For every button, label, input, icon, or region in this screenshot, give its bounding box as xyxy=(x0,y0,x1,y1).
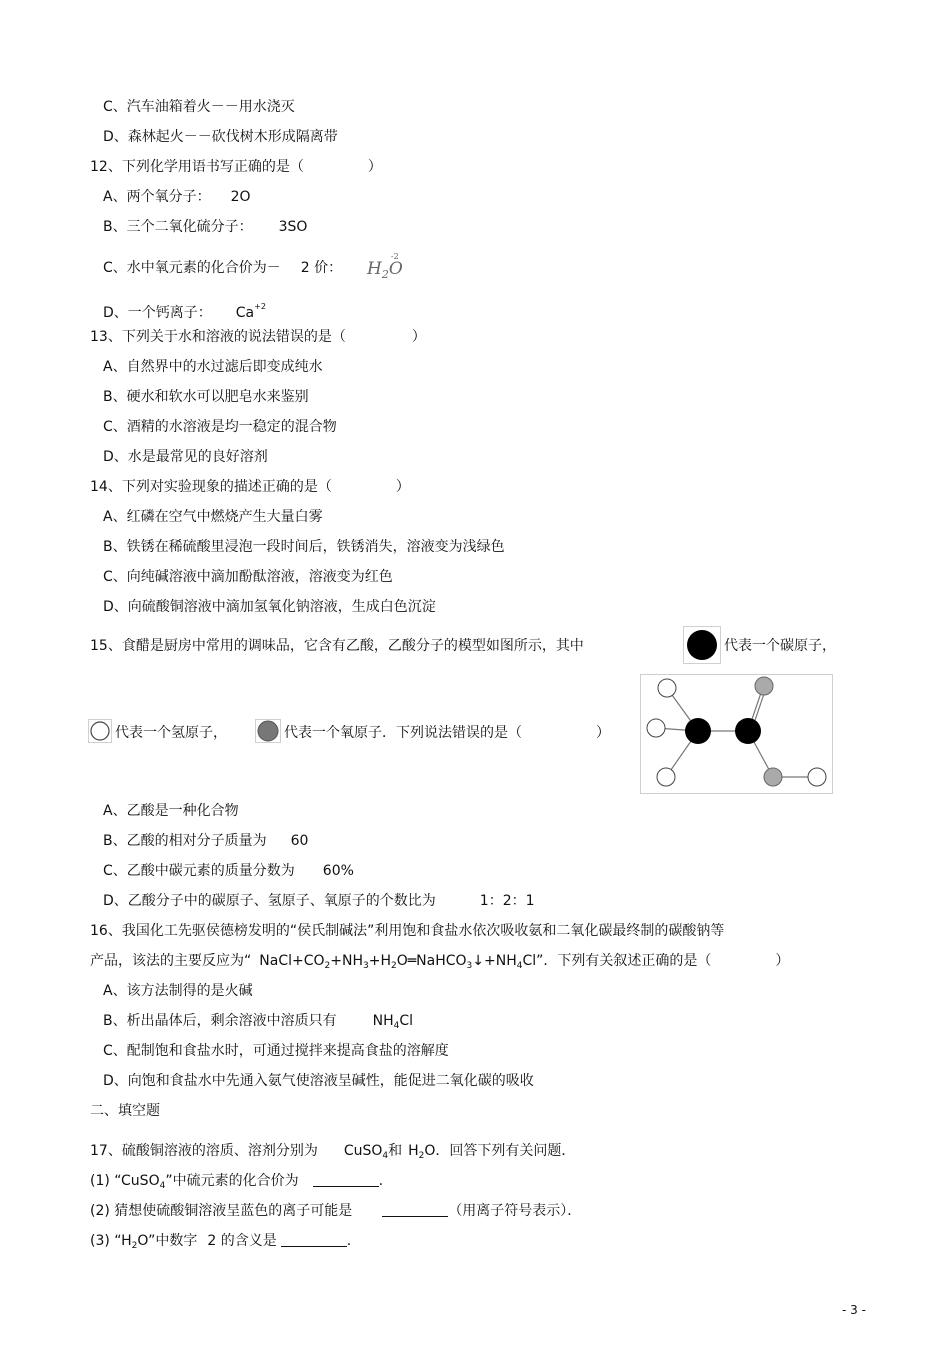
carbon-legend-text: 代表一个碳原子， xyxy=(724,638,836,654)
question-13 xyxy=(90,327,426,347)
paren-close: ） xyxy=(411,329,426,345)
answer-blank[interactable] xyxy=(313,1172,379,1187)
question-15: 15、食醋是厨房中常用的调味品，它含有乙酸，乙酸分子的模型如图所示，其中 xyxy=(90,638,584,654)
question-text: 13、下列关于水和溶液的说法错误的是（ xyxy=(90,329,346,345)
acetic-acid-molecule-diagram xyxy=(640,674,833,794)
question-16: 16、我国化工先驱侯德榜发明的“侯氏制碱法”利用饱和食盐水依次吸收氨和二氧化碳最终制的碳酸钠等 xyxy=(90,923,725,939)
answer-blank[interactable] xyxy=(281,1232,347,1247)
option-line: C、汽车油箱着火－－用水浇灭 xyxy=(103,99,295,115)
option-text: D、一个钙离子： xyxy=(103,305,212,321)
question-12 xyxy=(90,157,382,177)
option-line xyxy=(103,861,354,881)
question-text: 代表一个氧原子．下列说法错误的是（ ） xyxy=(284,725,610,741)
sub-question-3: (3) “$H_2O$”中数字 2 的含义是 . xyxy=(90,1233,352,1251)
question-16-line-2: 产品，该法的主要反应为“ $NaCl+CO_2+NH_3+H_2O═NaHCO_3↓+NH_4Cl$”．下列有关叙述正确的是（ ） xyxy=(90,953,790,971)
option-value: 60% xyxy=(322,863,354,879)
paren-close: ） xyxy=(596,725,610,741)
option-value: 1：2：1 xyxy=(479,893,535,909)
question-text: 14、下列对实验现象的描述正确的是（ xyxy=(90,479,332,495)
reaction-equation: $NaCl+CO_2+NH_3+H_2O═NaHCO_3↓+NH_4Cl$ xyxy=(259,953,537,971)
option-line: B、硬水和软水可以肥皂水来鉴别 xyxy=(103,389,309,405)
option-line: A、乙酸是一种化合物 xyxy=(103,803,239,819)
paren-close: ） xyxy=(775,953,790,969)
question-14 xyxy=(90,477,410,497)
option-line xyxy=(103,252,403,283)
sub-question-1: (1) “CuSO$_4$”中硫元素的化合价为 . xyxy=(90,1173,384,1191)
option-line: D、森林起火－－砍伐树木形成隔离带 xyxy=(103,129,338,145)
option-line: C、向纯碱溶液中滴加酚酞溶液，溶液变为红色 xyxy=(103,569,393,585)
option-line: A、该方法制得的是火碱 xyxy=(103,983,253,999)
option-line xyxy=(103,187,251,207)
charge-superscript: +2 xyxy=(254,302,266,311)
option-text: B、乙酸的相对分子质量为 xyxy=(103,833,267,849)
option-line: D、向饱和食盐水中先通入氨气使溶液呈碱性，能促进二氧化碳的吸收 xyxy=(103,1073,534,1089)
option-text: B、三个二氧化硫分子： xyxy=(103,219,253,235)
paren-close: ） xyxy=(367,159,382,175)
question-17: 17、硫酸铜溶液的溶质、溶剂分别为 CuSO$_4$和 $H_2O$．回答下列有关问题． xyxy=(90,1143,576,1161)
option-value: 2O xyxy=(230,189,251,205)
carbon-atom-icon xyxy=(683,626,721,664)
option-line: C、配制饱和食盐水时，可通过搅拌来提高食盐的溶解度 xyxy=(103,1043,449,1059)
answer-blank[interactable] xyxy=(382,1202,448,1217)
option-line: C、酒精的水溶液是均一稳定的混合物 xyxy=(103,419,337,435)
option-text: C、水中氧元素的化合价为－ xyxy=(103,260,281,276)
option-value: 2 价： xyxy=(300,260,343,276)
option-line: A、自然界中的水过滤后即变成纯水 xyxy=(103,359,323,375)
option-line xyxy=(103,831,308,851)
option-value: $NH_4Cl$ xyxy=(372,1013,414,1031)
hydrogen-legend-text: 代表一个氢原子， xyxy=(115,725,227,741)
sub-question-2: (2) 猜想使硫酸铜溶液呈蓝色的离子可能是 （用离子符号表示）． xyxy=(90,1203,582,1219)
option-line xyxy=(103,891,535,911)
option-line xyxy=(103,297,266,323)
option-line: D、水是最常见的良好溶剂 xyxy=(103,449,268,465)
option-value: 60 xyxy=(290,833,309,849)
option-text: C、乙酸中碳元素的质量分数为 xyxy=(103,863,295,879)
option-line: D、向硫酸铜溶液中滴加氢氧化钠溶液，生成白色沉淀 xyxy=(103,599,436,615)
option-line: B、铁锈在稀硫酸里浸泡一段时间后，铁锈消失，溶液变为浅绿色 xyxy=(103,539,505,555)
section-heading: 二、填空题 xyxy=(90,1103,160,1119)
formula-image: $H_2$ -2 O xyxy=(367,252,403,281)
option-line xyxy=(103,1011,413,1036)
paren-close: ） xyxy=(395,479,410,495)
option-line xyxy=(103,217,307,237)
option-value: Ca xyxy=(235,305,255,321)
hydrogen-atom-icon xyxy=(88,719,112,743)
question-text: 12、下列化学用语书写正确的是（ xyxy=(90,159,304,175)
option-value: 3SO xyxy=(278,219,308,235)
option-text: A、两个氧分子： xyxy=(103,189,211,205)
option-line: A、红磷在空气中燃烧产生大量白雾 xyxy=(103,509,323,525)
option-text: D、乙酸分子中的碳原子、氢原子、氧原子的个数比为 xyxy=(103,893,436,909)
page-number: - 3 - xyxy=(842,1303,866,1317)
oxygen-atom-icon xyxy=(255,719,281,743)
option-text: B、析出晶体后，剩余溶液中溶质只有 xyxy=(103,1013,337,1029)
